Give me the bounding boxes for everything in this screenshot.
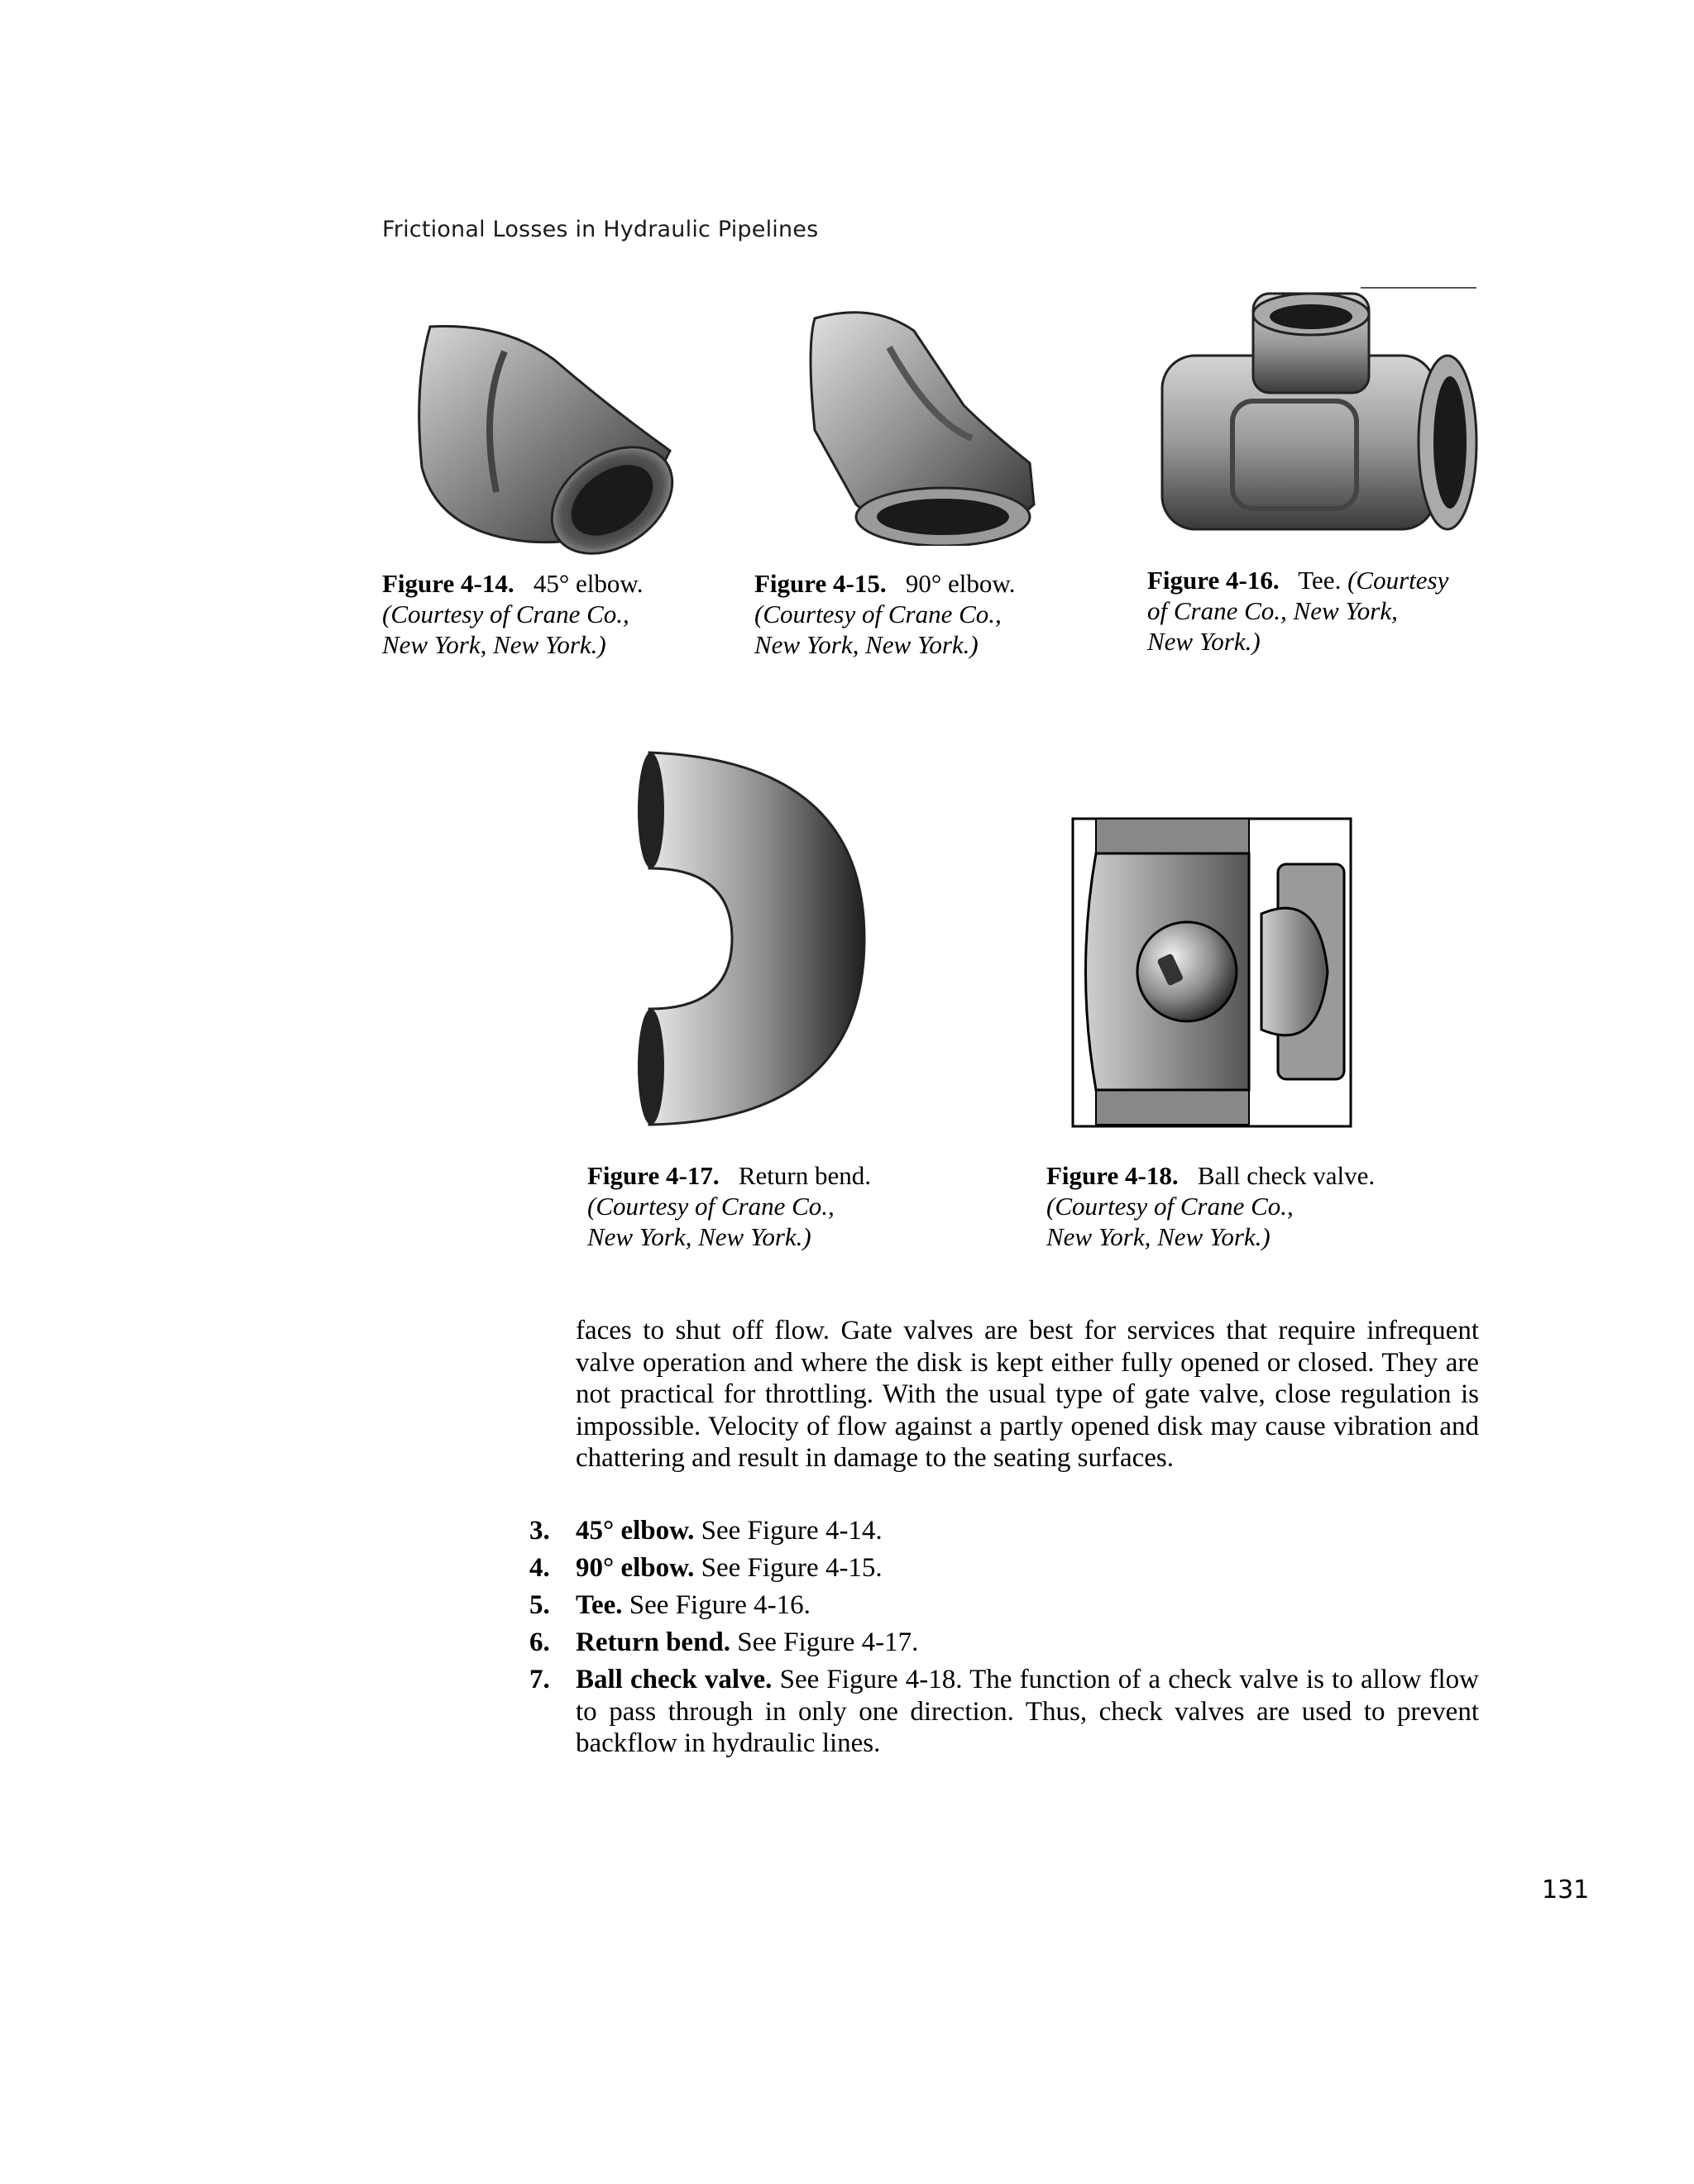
ball-check-valve-image — [1071, 815, 1352, 1129]
list-text: See Figure 4-15. — [694, 1553, 883, 1583]
figure-credit: (Courtesy of Crane Co., — [382, 600, 629, 628]
figure-tee — [1154, 285, 1485, 546]
caption-figure-4-14 — [382, 568, 643, 660]
list-item — [529, 1589, 1479, 1622]
figure-label: Figure 4-16. — [1147, 566, 1280, 595]
figure-credit: New York.) — [1147, 627, 1261, 656]
figure-return-bend — [633, 744, 873, 1133]
running-head: Frictional Losses in Hydraulic Pipelines — [382, 217, 819, 242]
figure-label: Figure 4-14. — [382, 569, 514, 598]
figure-credit: New York, New York.) — [587, 1222, 811, 1251]
figure-title: 90° elbow. — [905, 569, 1016, 598]
figure-credit: New York, New York.) — [382, 630, 606, 659]
figure-credit: (Courtesy — [1347, 566, 1449, 595]
figure-ball-check-valve — [1071, 815, 1352, 1129]
numbered-list — [529, 1515, 1479, 1765]
list-text: See Figure 4-14. — [694, 1516, 883, 1546]
list-number: 7. — [529, 1665, 550, 1694]
figure-title: Tee. — [1298, 566, 1342, 595]
list-number: 6. — [529, 1627, 550, 1657]
list-term: 45° elbow. — [576, 1516, 695, 1546]
caption-figure-4-15 — [754, 568, 1015, 660]
list-number: 3. — [529, 1516, 550, 1546]
figure-label: Figure 4-17. — [587, 1161, 720, 1190]
elbow-90-image — [798, 298, 1046, 546]
return-bend-image — [633, 744, 873, 1133]
list-item — [529, 1515, 1479, 1547]
page-number: 131 — [1542, 1876, 1590, 1904]
tee-image — [1154, 285, 1485, 546]
figure-credit: (Courtesy of Crane Co., — [1046, 1192, 1294, 1221]
list-text: See Figure 4-17. — [730, 1627, 919, 1657]
list-term: Return bend. — [576, 1627, 731, 1657]
list-item — [529, 1627, 1479, 1659]
figure-label: Figure 4-15. — [754, 569, 887, 598]
list-number: 5. — [529, 1590, 550, 1620]
figure-credit: (Courtesy of Crane Co., — [587, 1192, 835, 1221]
list-text: See Figure 4-18. The function of a check valve is to allow flow to pass through in only one direction. Thus, check valves are used to prevent backflow in hydraulic lines. — [576, 1665, 1480, 1758]
list-text: See Figure 4-16. — [622, 1590, 811, 1620]
figure-90-elbow — [798, 298, 1046, 546]
list-item — [529, 1552, 1479, 1584]
body-paragraph — [576, 1315, 1479, 1474]
figure-title: Ball check valve. — [1197, 1161, 1376, 1190]
list-term: Tee. — [576, 1590, 623, 1620]
figure-title: Return bend. — [738, 1161, 871, 1190]
caption-figure-4-18 — [1046, 1160, 1375, 1252]
figure-credit: of Crane Co., New York, — [1147, 596, 1398, 625]
list-term: 90° elbow. — [576, 1553, 695, 1583]
caption-figure-4-16 — [1147, 565, 1448, 657]
figure-credit: New York, New York.) — [1046, 1222, 1270, 1251]
figure-credit: (Courtesy of Crane Co., — [754, 600, 1002, 628]
figure-45-elbow — [405, 310, 687, 558]
figure-credit: New York, New York.) — [754, 630, 979, 659]
elbow-45-image — [405, 310, 687, 558]
paragraph-text: faces to shut off flow. Gate valves are best for services that require infrequent valve operation and where the disk is kept either fully opened or closed. They are not practical for throttling. With the usual type of gate valve, close regulation is impossible. Velocity of flow against a partly opened disk may cause vibration and chattering and result in damage to the seating surfaces. — [576, 1316, 1479, 1473]
figure-title: 45° elbow. — [533, 569, 644, 598]
list-term: Ball check valve. — [576, 1665, 773, 1694]
list-number: 4. — [529, 1553, 550, 1583]
caption-figure-4-17 — [587, 1160, 871, 1252]
figure-label: Figure 4-18. — [1046, 1161, 1179, 1190]
list-item — [529, 1664, 1479, 1760]
